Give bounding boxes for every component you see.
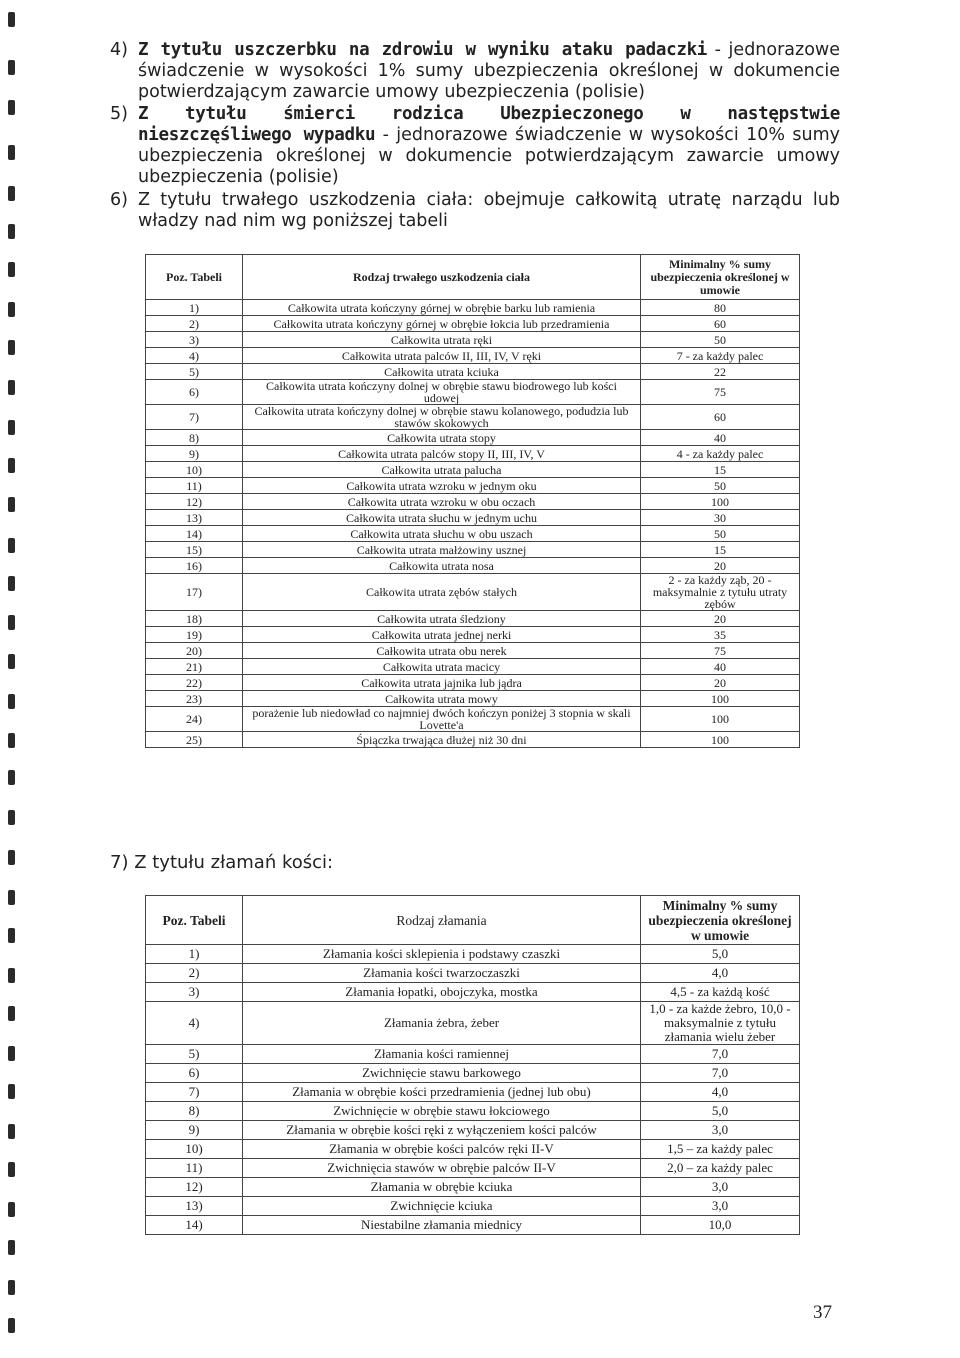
cell-position: 17): [146, 574, 243, 611]
cell-position: 6): [146, 380, 243, 405]
cell-percent: 5,0: [641, 1102, 800, 1121]
cell-position: 5): [146, 1045, 243, 1064]
cell-position: 10): [146, 1140, 243, 1159]
header-minimum-percent: Minimalny % sumy ubezpieczenia określonej w umowie: [641, 255, 800, 300]
cell-percent: 20: [641, 558, 800, 574]
table-row: [146, 494, 800, 510]
cell-percent: 7 - za każdy palec: [641, 348, 800, 364]
page-number: 37: [813, 1302, 832, 1323]
cell-percent: 80: [641, 300, 800, 316]
table-row: [146, 574, 800, 611]
cell-description: Zwichnięcia stawów w obrębie palców II-V: [243, 1159, 641, 1178]
cell-percent: 4,0: [641, 1083, 800, 1102]
cell-percent: 10,0: [641, 1216, 800, 1235]
table-row: [146, 1159, 800, 1178]
cell-percent: 22: [641, 364, 800, 380]
cell-percent: 4,0: [641, 964, 800, 983]
cell-description: Całkowita utrata palucha: [243, 462, 641, 478]
cell-description: Całkowita utrata kończyny dolnej w obrębie stawu kolanowego, podudzia lub stawów skokowych: [243, 405, 641, 430]
table-row: [146, 348, 800, 364]
cell-description: Całkowita utrata stopy: [243, 430, 641, 446]
cell-description: Całkowita utrata palców II, III, IV, V ręki: [243, 348, 641, 364]
body-injury-table: [145, 254, 800, 748]
cell-position: 25): [146, 732, 243, 748]
cell-position: 5): [146, 364, 243, 380]
cell-position: 3): [146, 983, 243, 1002]
table-row: [146, 558, 800, 574]
cell-description: Złamania kości ramiennej: [243, 1045, 641, 1064]
cell-position: 14): [146, 526, 243, 542]
cell-position: 4): [146, 348, 243, 364]
cell-position: 6): [146, 1064, 243, 1083]
cell-percent: 100: [641, 494, 800, 510]
table-row: [146, 1121, 800, 1140]
cell-position: 8): [146, 1102, 243, 1121]
cell-percent: 60: [641, 316, 800, 332]
cell-position: 7): [146, 405, 243, 430]
cell-position: 19): [146, 627, 243, 643]
cell-percent: 35: [641, 627, 800, 643]
cell-percent: 30: [641, 510, 800, 526]
cell-position: 13): [146, 510, 243, 526]
table-row: [146, 983, 800, 1002]
cell-description: Całkowita utrata kończyny górnej w obrębie barku lub ramienia: [243, 300, 641, 316]
cell-description: Całkowita utrata kończyny dolnej w obrębie stawu biodrowego lub kości udowej: [243, 380, 641, 405]
table-row: [146, 510, 800, 526]
cell-percent: 20: [641, 611, 800, 627]
cell-percent: 60: [641, 405, 800, 430]
fracture-table: [145, 895, 800, 1235]
cell-position: 3): [146, 332, 243, 348]
cell-description: Całkowita utrata zębów stałych: [243, 574, 641, 611]
cell-position: 22): [146, 675, 243, 691]
cell-percent: 100: [641, 732, 800, 748]
table-row: [146, 675, 800, 691]
table-row: [146, 732, 800, 748]
binding-edge: [0, 0, 34, 1358]
table-row: [146, 478, 800, 494]
cell-description: Śpiączka trwająca dłużej niż 30 dni: [243, 732, 641, 748]
cell-position: 12): [146, 1178, 243, 1197]
cell-description: Złamania w obrębie kości palców ręki II-V: [243, 1140, 641, 1159]
cell-position: 1): [146, 945, 243, 964]
cell-description: Całkowita utrata palców stopy II, III, IV, V: [243, 446, 641, 462]
cell-position: 10): [146, 462, 243, 478]
cell-percent: 50: [641, 332, 800, 348]
table-row: [146, 659, 800, 675]
cell-description: Całkowita utrata kończyny górnej w obrębie łokcia lub przedramienia: [243, 316, 641, 332]
cell-percent: 75: [641, 643, 800, 659]
table-row: [146, 1064, 800, 1083]
cell-percent: 100: [641, 707, 800, 732]
table-row: [146, 611, 800, 627]
cell-position: 13): [146, 1197, 243, 1216]
cell-position: 9): [146, 446, 243, 462]
table-row: [146, 1140, 800, 1159]
table-header-row: [146, 255, 800, 300]
paragraph-text: - jednorazowe świadczenie w wysokości 1% sumy ubezpieczenia określonej w dokumencie potwierdzającym zawarcie umowy ubezpieczenia (polisie): [138, 40, 840, 102]
cell-description: Całkowita utrata wzroku w jednym oku: [243, 478, 641, 494]
header-position: Poz. Tabeli: [146, 255, 243, 300]
cell-description: Złamania kości twarzoczaszki: [243, 964, 641, 983]
cell-percent: 2,0 – za każdy palec: [641, 1159, 800, 1178]
table-row: [146, 1197, 800, 1216]
table-row: [146, 1083, 800, 1102]
cell-description: Całkowita utrata jednej nerki: [243, 627, 641, 643]
cell-position: 12): [146, 494, 243, 510]
cell-description: Całkowita utrata ręki: [243, 332, 641, 348]
table-header-row: [146, 896, 800, 945]
cell-description: Całkowita utrata słuchu w obu uszach: [243, 526, 641, 542]
cell-description: Złamania w obrębie kciuka: [243, 1178, 641, 1197]
table-row: [146, 462, 800, 478]
section-7-title: 7) Z tytułu złamań kości:: [110, 852, 334, 873]
table-row: [146, 405, 800, 430]
table-row: [146, 945, 800, 964]
cell-description: Całkowita utrata jajnika lub jądra: [243, 675, 641, 691]
table-body: [146, 300, 800, 748]
cell-position: 4): [146, 1002, 243, 1045]
cell-percent: 1,5 – za każdy palec: [641, 1140, 800, 1159]
cell-position: 11): [146, 1159, 243, 1178]
cell-description: Złamania żebra, żeber: [243, 1002, 641, 1045]
paragraph-4: [110, 40, 840, 103]
table-row: [146, 446, 800, 462]
table-row: [146, 1002, 800, 1045]
cell-position: 2): [146, 316, 243, 332]
cell-description: Zwichnięcie kciuka: [243, 1197, 641, 1216]
paragraph-5: [110, 104, 840, 188]
cell-description: Zwichnięcie w obrębie stawu łokciowego: [243, 1102, 641, 1121]
cell-description: Całkowita utrata kciuka: [243, 364, 641, 380]
cell-position: 23): [146, 691, 243, 707]
cell-percent: 7,0: [641, 1045, 800, 1064]
table-row: [146, 1178, 800, 1197]
table-row: [146, 627, 800, 643]
cell-percent: 4,5 - za każdą kość: [641, 983, 800, 1002]
cell-position: 1): [146, 300, 243, 316]
cell-description: Zwichnięcie stawu barkowego: [243, 1064, 641, 1083]
header-position: Poz. Tabeli: [146, 896, 243, 945]
cell-description: Całkowita utrata macicy: [243, 659, 641, 675]
cell-percent: 2 - za każdy ząb, 20 - maksymalnie z tytułu utraty zębów: [641, 574, 800, 611]
table-row: [146, 380, 800, 405]
cell-percent: 7,0: [641, 1064, 800, 1083]
paragraph-number: 6): [110, 190, 128, 210]
header-fracture-type: Rodzaj złamania: [243, 896, 641, 945]
cell-percent: 20: [641, 675, 800, 691]
table-row: [146, 691, 800, 707]
cell-description: Całkowita utrata mowy: [243, 691, 641, 707]
paragraph-6: [110, 190, 840, 232]
cell-position: 15): [146, 542, 243, 558]
cell-description: Złamania w obrębie kości przedramienia (jednej lub obu): [243, 1083, 641, 1102]
cell-description: Całkowita utrata słuchu w jednym uchu: [243, 510, 641, 526]
cell-percent: 100: [641, 691, 800, 707]
cell-percent: 15: [641, 462, 800, 478]
header-injury-type: Rodzaj trwałego uszkodzenia ciała: [243, 255, 641, 300]
cell-percent: 50: [641, 478, 800, 494]
paragraph-bold-heading: Z tytułu śmierci rodzica Ubezpieczonego w następstwie nieszczęśliwego wypadku: [138, 104, 840, 145]
cell-percent: 50: [641, 526, 800, 542]
cell-description: Niestabilne złamania miednicy: [243, 1216, 641, 1235]
cell-description: Całkowita utrata wzroku w obu oczach: [243, 494, 641, 510]
table-row: [146, 300, 800, 316]
cell-percent: 75: [641, 380, 800, 405]
cell-description: porażenie lub niedowład co najmniej dwóch kończyn poniżej 3 stopnia w skali Lovette'a: [243, 707, 641, 732]
cell-description: Złamania kości sklepienia i podstawy czaszki: [243, 945, 641, 964]
cell-percent: 5,0: [641, 945, 800, 964]
cell-position: 21): [146, 659, 243, 675]
cell-position: 9): [146, 1121, 243, 1140]
cell-percent: 15: [641, 542, 800, 558]
cell-position: 20): [146, 643, 243, 659]
cell-description: Całkowita utrata małżowiny usznej: [243, 542, 641, 558]
cell-percent: 40: [641, 659, 800, 675]
paragraph-text: - jednorazowe świadczenie w wysokości 10% sumy ubezpieczenia określonej w dokumencie potwierdzającym zawarcie umowy ubezpieczenia (polisie): [138, 125, 840, 187]
table-row: [146, 964, 800, 983]
table-row: [146, 332, 800, 348]
cell-description: Całkowita utrata śledziony: [243, 611, 641, 627]
cell-percent: 3,0: [641, 1121, 800, 1140]
cell-percent: 3,0: [641, 1178, 800, 1197]
table-row: [146, 542, 800, 558]
paragraph-bold-heading: Z tytułu uszczerbku na zdrowiu w wyniku ataku padaczki: [138, 40, 708, 60]
cell-description: Całkowita utrata obu nerek: [243, 643, 641, 659]
table-row: [146, 1045, 800, 1064]
cell-position: 11): [146, 478, 243, 494]
cell-position: 16): [146, 558, 243, 574]
paragraph-number: 5): [110, 104, 128, 124]
table-row: [146, 430, 800, 446]
cell-position: 7): [146, 1083, 243, 1102]
paragraph-number: 4): [110, 40, 128, 60]
table-row: [146, 526, 800, 542]
table-row: [146, 364, 800, 380]
table-row: [146, 1102, 800, 1121]
table-row: [146, 1216, 800, 1235]
cell-percent: 1,0 - za każde żebro, 10,0 - maksymalnie z tytułu złamania wielu żeber: [641, 1002, 800, 1045]
cell-description: Złamania łopatki, obojczyka, mostka: [243, 983, 641, 1002]
table-body: [146, 945, 800, 1235]
cell-position: 14): [146, 1216, 243, 1235]
cell-position: 2): [146, 964, 243, 983]
table-row: [146, 707, 800, 732]
cell-position: 24): [146, 707, 243, 732]
table-row: [146, 643, 800, 659]
cell-percent: 40: [641, 430, 800, 446]
paragraph-text: Z tytułu trwałego uszkodzenia ciała: obejmuje całkowitą utratę narządu lub władzy nad nim wg poniższej tabeli: [138, 190, 840, 231]
cell-percent: 4 - za każdy palec: [641, 446, 800, 462]
cell-position: 8): [146, 430, 243, 446]
cell-description: Całkowita utrata nosa: [243, 558, 641, 574]
header-minimum-percent: Minimalny % sumy ubezpieczenia określonej w umowie: [641, 896, 800, 945]
table-row: [146, 316, 800, 332]
cell-percent: 3,0: [641, 1197, 800, 1216]
cell-position: 18): [146, 611, 243, 627]
cell-description: Złamania w obrębie kości ręki z wyłączeniem kości palców: [243, 1121, 641, 1140]
